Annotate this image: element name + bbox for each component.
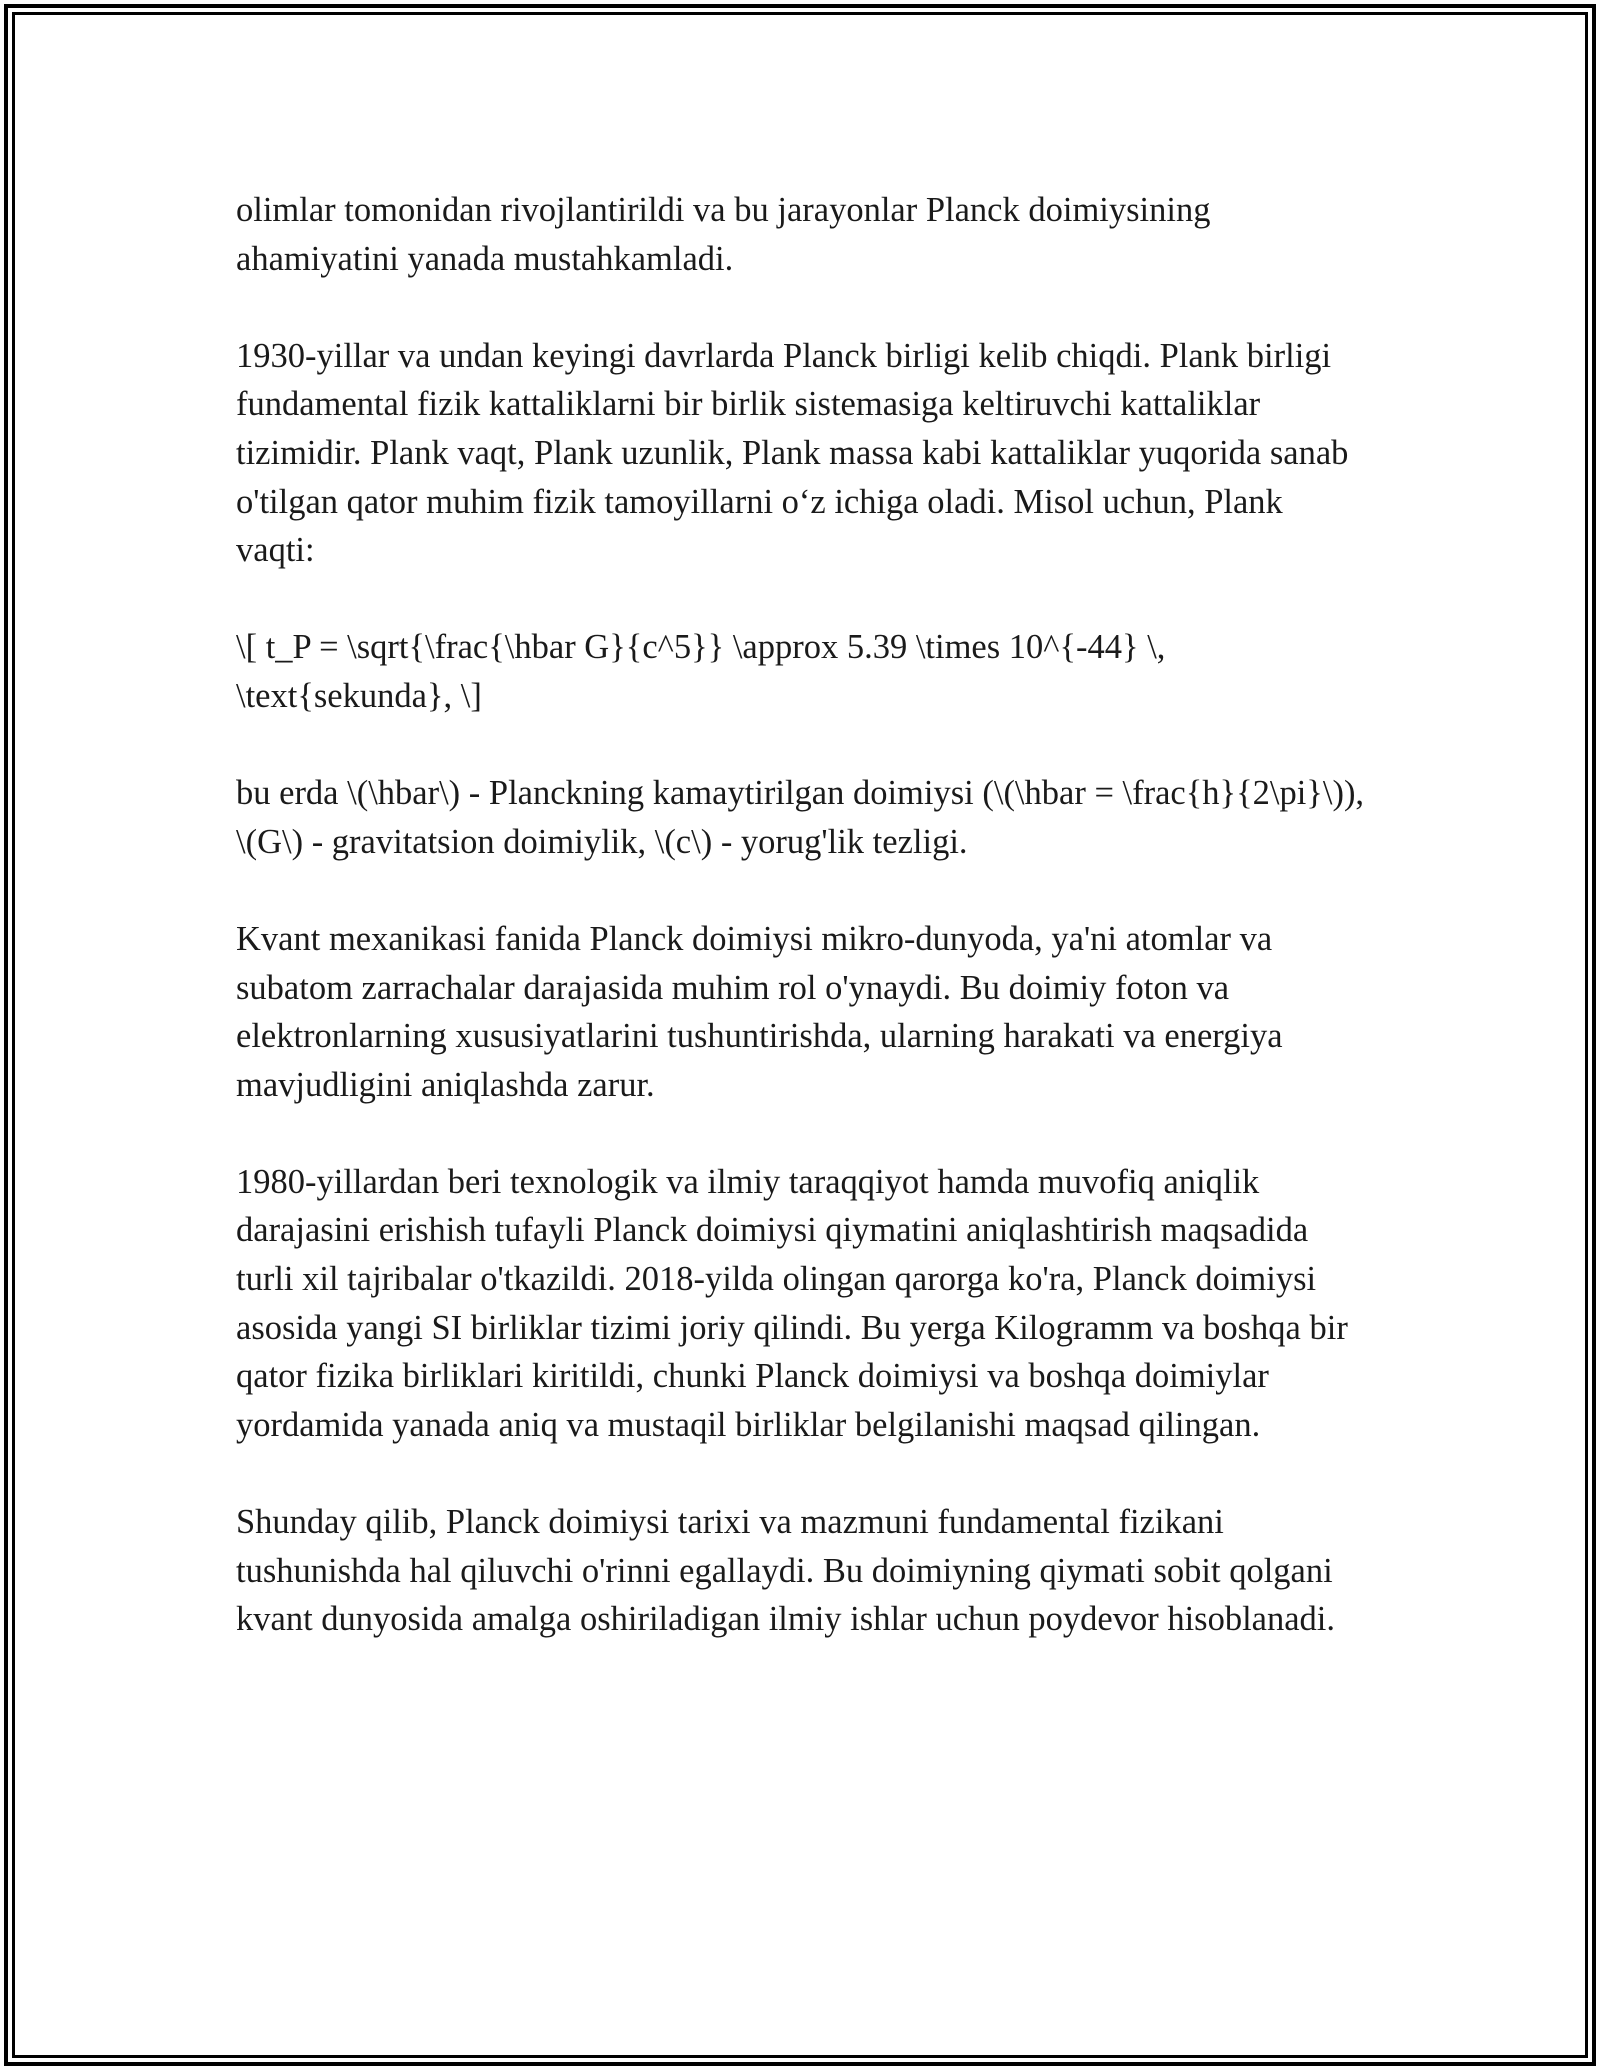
paragraph-conclusion: Shunday qilib, Planck doimiysi tarixi va mazmuni fundamental fizikani tushunishda hal qiluvchi o'rinni egallaydi. Bu doimiyning qiymati sobit qolgani kvant dunyosida amalga oshiriladigan ilmiy ishlar uchun poydevor hisoblanadi. xyxy=(236,1503,1335,1639)
paragraph-planck-time-formula: \[ t_P = \sqrt{\frac{\hbar G}{c^5}} \approx 5.39 \times 10^{-44} \, \text{sekunda}, \] xyxy=(236,628,1166,715)
document-body xyxy=(236,186,1366,1692)
paragraph-si-redefinition: 1980-yillardan beri texnologik va ilmiy taraqqiyot hamda muvofiq aniqlik darajasini erishish tufayli Planck doimiysi qiymatini aniqlashtirish maqsadida turli xil tajribalar o'tkazildi. 2018-yilda olingan qarorga ko'ra, Planck doimiysi asosida yangi SI birliklar tizimi joriy qilindi. Bu yerga Kilogramm va boshqa bir qator fizika birliklari kiritildi, chunki Planck doimiysi va boshqa doimiylar yordamida yanada aniq va mustaqil birliklar belgilanishi maqsad qilingan. xyxy=(236,1162,1348,1444)
paragraph-formula-definitions: bu erda \(\hbar\) - Planckning kamaytirilgan doimiysi (\(\hbar = \frac{h}{2\pi}\)), \(G\) - gravitatsion doimiylik, \(c\) - yorug'lik tezligi. xyxy=(236,774,1365,861)
paragraph-planck-units: 1930-yillar va undan keyingi davrlarda Planck birligi kelib chiqdi. Plank birligi fundamental fizik kattaliklarni bir birlik sistemasiga keltiruvchi kattaliklar tizimidir. Plank vaqt, Plank uzunlik, Plank massa kabi kattaliklar yuqorida sanab o'tilgan qator muhim fizik tamoyillarni o‘z ichiga oladi. Misol uchun, Plank vaqti: xyxy=(236,336,1349,570)
paragraph-intro-continuation: olimlar tomonidan rivojlantirildi va bu jarayonlar Planck doimiysining ahamiyatini yanada mustahkamladi. xyxy=(236,191,1211,278)
paragraph-quantum-mechanics: Kvant mexanikasi fanida Planck doimiysi mikro-dunyoda, ya'ni atomlar va subatom zarrachalar darajasida muhim rol o'ynaydi. Bu doimiy foton va elektronlarning xususiyatlarini tushuntirishda, ularning harakati va energiya mavjudligini aniqlashda zarur. xyxy=(236,919,1283,1104)
